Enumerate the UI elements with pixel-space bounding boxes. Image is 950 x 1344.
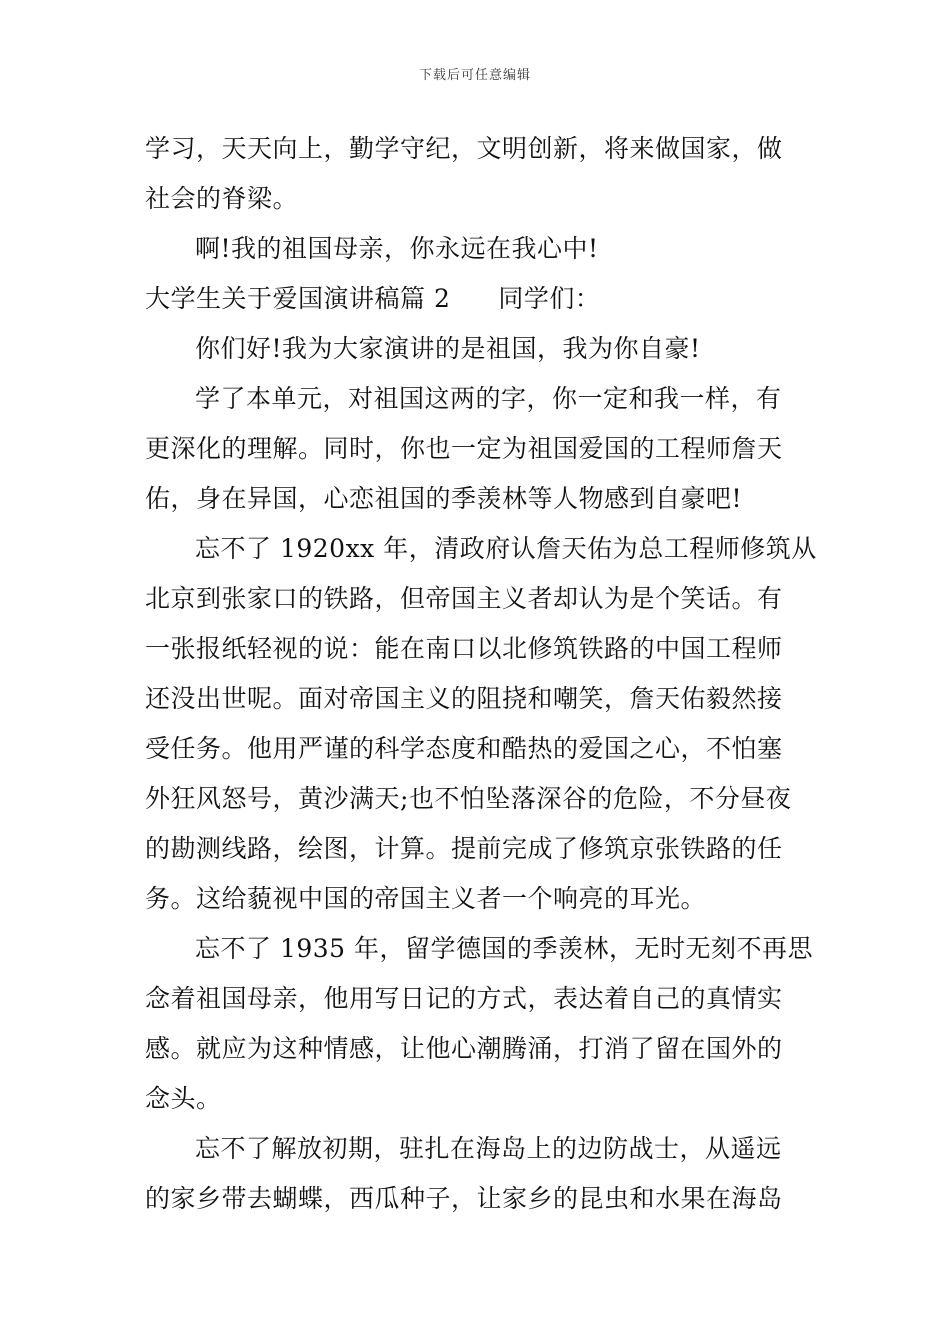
text-line: 忘不了 1920xx 年，清政府认詹天佑为总工程师修筑从 <box>195 534 817 563</box>
text-line: 一张报纸轻视的说：能在南口以北修筑铁路的中国工程师 <box>145 634 783 663</box>
text-line: 学习，天天向上，勤学守纪，文明创新，将来做国家，做 <box>145 134 783 163</box>
text-line: 学了本单元，对祖国这两的字，你一定和我一样，有 <box>195 384 782 413</box>
text-line: 感。就应为这种情感，让他心潮腾涌，打消了留在国外的 <box>145 1034 783 1063</box>
text-line: 佑，身在异国，心恋祖国的季羡林等人物感到自豪吧! <box>145 484 743 513</box>
text-line: 外狂风怒号，黄沙满天;也不怕坠落深谷的危险，不分昼夜 <box>145 784 792 813</box>
text-line: 念头。 <box>145 1084 222 1113</box>
text-line: 你们好!我为大家演讲的是祖国，我为你自豪! <box>195 334 701 363</box>
text-line: 社会的脊梁。 <box>145 184 299 213</box>
text-line: 受任务。他用严谨的科学态度和酷热的爱国之心，不怕塞 <box>145 734 783 763</box>
document-body <box>145 124 817 1224</box>
text-line: 的勘测线路，绘图，计算。提前完成了修筑京张铁路的任 <box>145 834 783 863</box>
section-title: 大学生关于爱国演讲稿篇 2 <box>145 284 451 313</box>
text-line: 务。这给藐视中国的帝国主义者一个响亮的耳光。 <box>145 884 707 913</box>
text-line: 忘不了解放初期，驻扎在海岛上的边防战士，从遥远 <box>195 1134 782 1163</box>
title-line <box>145 274 810 324</box>
text-line: 更深化的理解。同时，你也一定为祖国爱国的工程师詹天 <box>145 434 783 463</box>
text-line: 北京到张家口的铁路，但帝国主义者却认为是个笑话。有 <box>145 584 783 613</box>
text-line: 啊!我的祖国母亲，你永远在我心中! <box>195 234 599 263</box>
page-header: 下载后可任意编辑 <box>418 68 531 83</box>
salutation: 同学们： <box>498 284 601 313</box>
text-line: 念着祖国母亲，他用写日记的方式，表达着自己的真情实 <box>145 984 783 1013</box>
text-line: 的家乡带去蝴蝶，西瓜种子，让家乡的昆虫和水果在海岛 <box>145 1184 783 1213</box>
text-line: 忘不了 1935 年，留学德国的季羡林，无时无刻不再思 <box>195 934 814 963</box>
text-line: 还没出世呢。面对帝国主义的阻挠和嘲笑，詹天佑毅然接 <box>145 684 783 713</box>
